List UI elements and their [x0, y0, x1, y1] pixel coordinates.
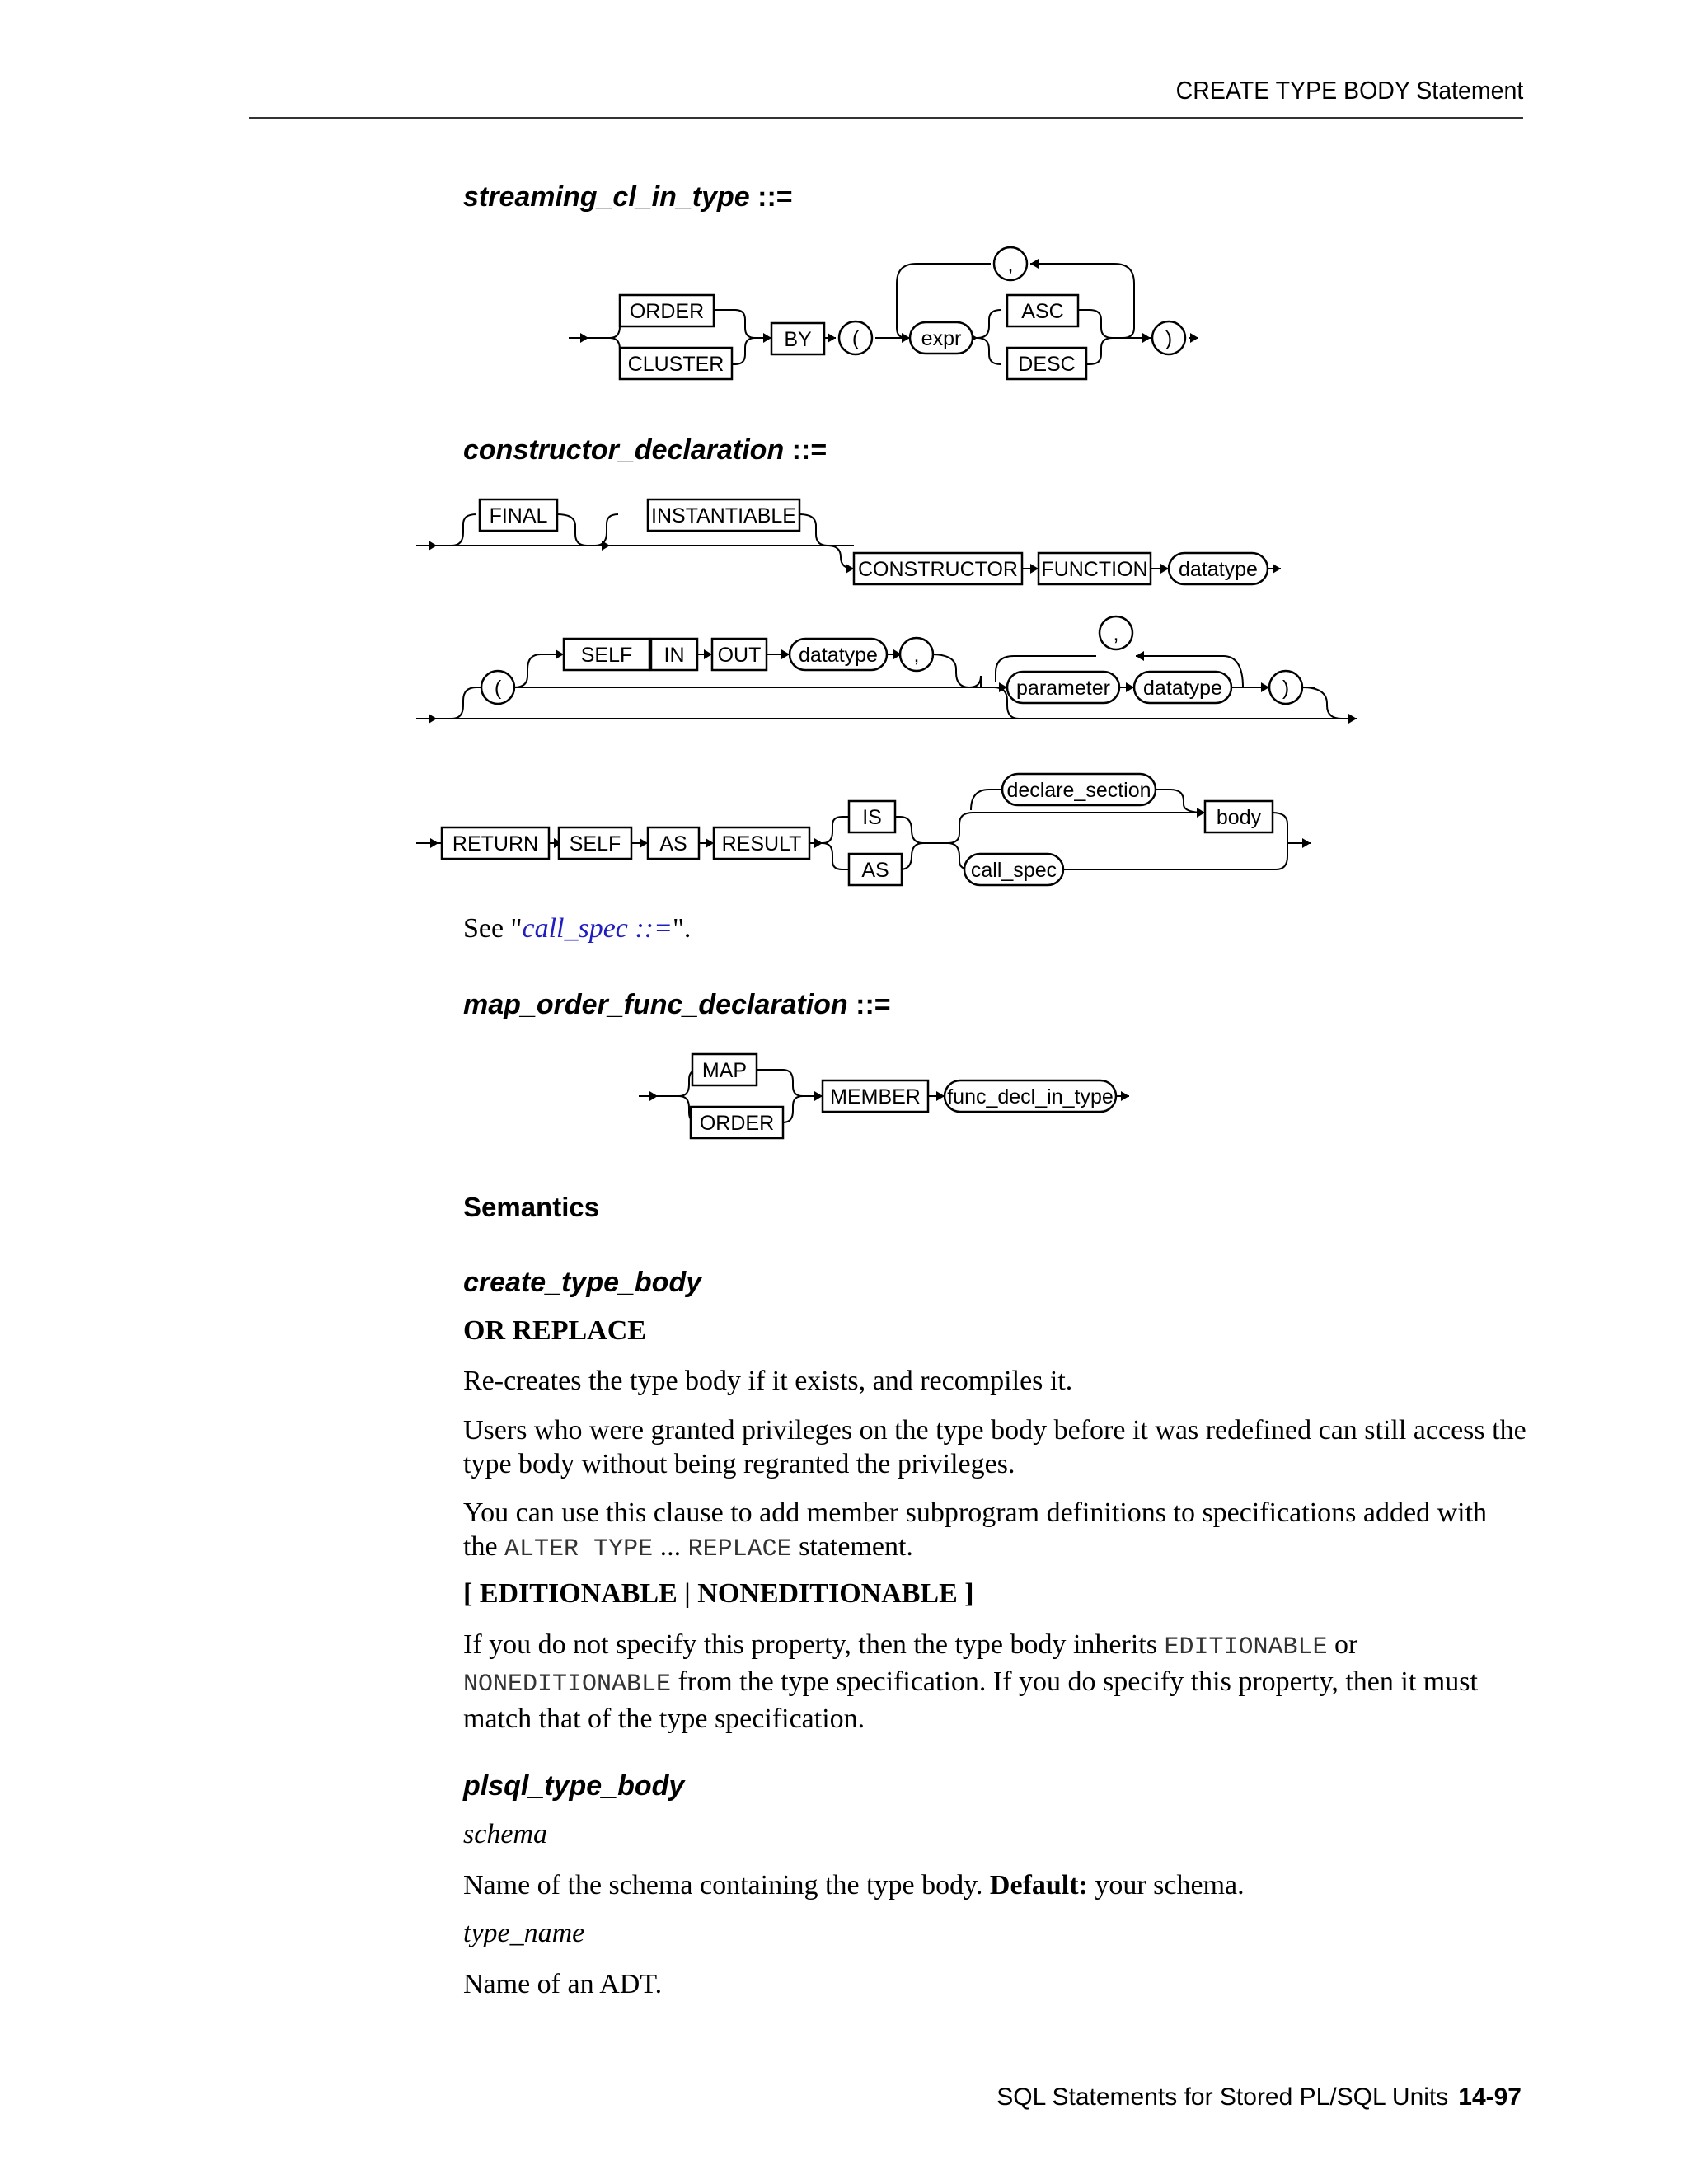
kw-out-label: OUT: [717, 644, 762, 667]
or-replace-heading: OR REPLACE: [463, 1315, 646, 1346]
sym-comma-label: ,: [1007, 253, 1014, 276]
kw-in-label: IN: [663, 644, 685, 667]
para-editionable-or: or: [1334, 1629, 1358, 1660]
para-clause-end: statement.: [799, 1531, 913, 1562]
kw-result-label: RESULT: [721, 832, 802, 855]
kw-self-label: SELF: [580, 644, 633, 667]
kw-is-label: IS: [862, 806, 882, 829]
constructor-title: [463, 434, 827, 466]
streaming-name: streaming_cl_in_type: [463, 181, 750, 213]
map-order-name: map_order_func_declaration: [463, 989, 848, 1020]
plsql-type-body-heading: [463, 1770, 684, 1802]
para-editionable-text: If you do not specify this property, then the type body inherits: [463, 1629, 1157, 1660]
create-type-body-heading: [463, 1267, 701, 1299]
para-clause-ellipsis: ...: [659, 1531, 682, 1562]
streaming-op: ::=: [757, 181, 793, 213]
sym-rparen-label: ): [1165, 327, 1173, 350]
kw-cluster-label: CLUSTER: [627, 353, 724, 376]
para-recreates: Re-creates the type body if it exists, and recompiles it.: [463, 1366, 1073, 1396]
running-header: CREATE TYPE BODY Statement: [1175, 76, 1523, 105]
constructor-name: constructor_declaration: [463, 434, 785, 466]
code-alter-type: ALTER TYPE: [504, 1535, 654, 1563]
kw-function-label: FUNCTION: [1041, 558, 1148, 581]
schema-heading: schema: [463, 1819, 547, 1849]
editionable-heading: [ EDITIONABLE | NONEDITIONABLE ]: [463, 1578, 974, 1609]
para-clause-text: You can use this clause to add member subprogram definitions to specifications added with the: [463, 1497, 1488, 1562]
page-footer: [996, 2083, 1522, 2111]
see-note: [463, 912, 1526, 945]
sym-comma-2-label: ,: [913, 644, 920, 667]
code-replace: REPLACE: [687, 1535, 792, 1563]
streaming-diagram: [0, 231, 1688, 396]
map-order-diagram: [0, 1038, 1688, 1154]
see-note-before: See ": [463, 913, 523, 944]
kw-as-2-label: AS: [861, 859, 889, 882]
kw-order-2-label: ORDER: [699, 1112, 775, 1135]
kw-self-2-label: SELF: [569, 832, 621, 855]
type-name-heading: type_name: [463, 1918, 585, 1948]
see-note-after: ".: [672, 913, 692, 944]
kw-member-label: MEMBER: [830, 1085, 921, 1108]
sym-comma-3-label: ,: [1113, 622, 1119, 645]
para-type-name: Name of an ADT.: [463, 1969, 663, 1999]
para-editionable-end: from the type specification. If you do specify this property, then it must match that of the type specification.: [463, 1666, 1478, 1734]
sym-rparen-2-label: ): [1282, 677, 1290, 700]
para-editionable: [463, 1628, 1526, 1736]
map-order-op: ::=: [856, 989, 891, 1020]
kw-constructor-label: CONSTRUCTOR: [858, 558, 1018, 581]
nt-declare-section-label: declare_section: [1006, 779, 1151, 802]
nt-expr-label: expr: [921, 327, 962, 350]
kw-order-label: ORDER: [629, 300, 705, 323]
para-schema-default: Default:: [989, 1870, 1088, 1900]
code-noneditionable: NONEDITIONABLE: [463, 1671, 672, 1699]
nt-call-spec-label: call_spec: [970, 859, 1057, 882]
kw-return-label: RETURN: [452, 832, 539, 855]
kw-as-label: AS: [659, 832, 687, 855]
para-clause: [463, 1496, 1526, 1567]
constructor-diagram: [0, 486, 1688, 898]
para-schema: [463, 1868, 1526, 1902]
kw-final-label: FINAL: [489, 504, 548, 527]
plsql-type-body-label: plsql_type_body: [463, 1770, 685, 1802]
nt-parameter-label: parameter: [1016, 677, 1110, 700]
page-number: 14-97: [1458, 2083, 1522, 2111]
para-schema-end: your schema.: [1095, 1870, 1245, 1900]
create-type-body-label: create_type_body: [463, 1267, 702, 1298]
kw-map-label: MAP: [701, 1059, 748, 1082]
nt-datatype-3-label: datatype: [1143, 677, 1222, 700]
kw-asc-label: ASC: [1021, 300, 1064, 323]
para-users: Users who were granted privileges on the type body before it was redefined can still access the type body without being regranted the privileges.: [463, 1415, 1526, 1479]
kw-by-label: BY: [784, 328, 812, 351]
semantics-heading: Semantics: [463, 1192, 600, 1222]
footer-text: SQL Statements for Stored PL/SQL Units: [996, 2083, 1449, 2111]
streaming-title: [463, 181, 793, 213]
para-schema-text: Name of the schema containing the type body.: [463, 1870, 983, 1900]
code-editionable: EDITIONABLE: [1164, 1633, 1328, 1661]
kw-desc-label: DESC: [1018, 353, 1076, 376]
nt-datatype-label: datatype: [1179, 558, 1258, 581]
map-order-title: [463, 989, 891, 1021]
sym-lparen-label: (: [851, 327, 860, 350]
kw-instantiable-label: INSTANTIABLE: [651, 504, 796, 527]
nt-datatype-2-label: datatype: [799, 644, 878, 667]
nt-func-decl-label: func_decl_in_type: [947, 1085, 1114, 1108]
call-spec-link[interactable]: call_spec ::=: [522, 913, 673, 944]
sym-lparen-2-label: (: [494, 677, 502, 700]
kw-body-label: body: [1216, 806, 1262, 829]
header-rule: [249, 117, 1523, 119]
constructor-op: ::=: [791, 434, 828, 466]
